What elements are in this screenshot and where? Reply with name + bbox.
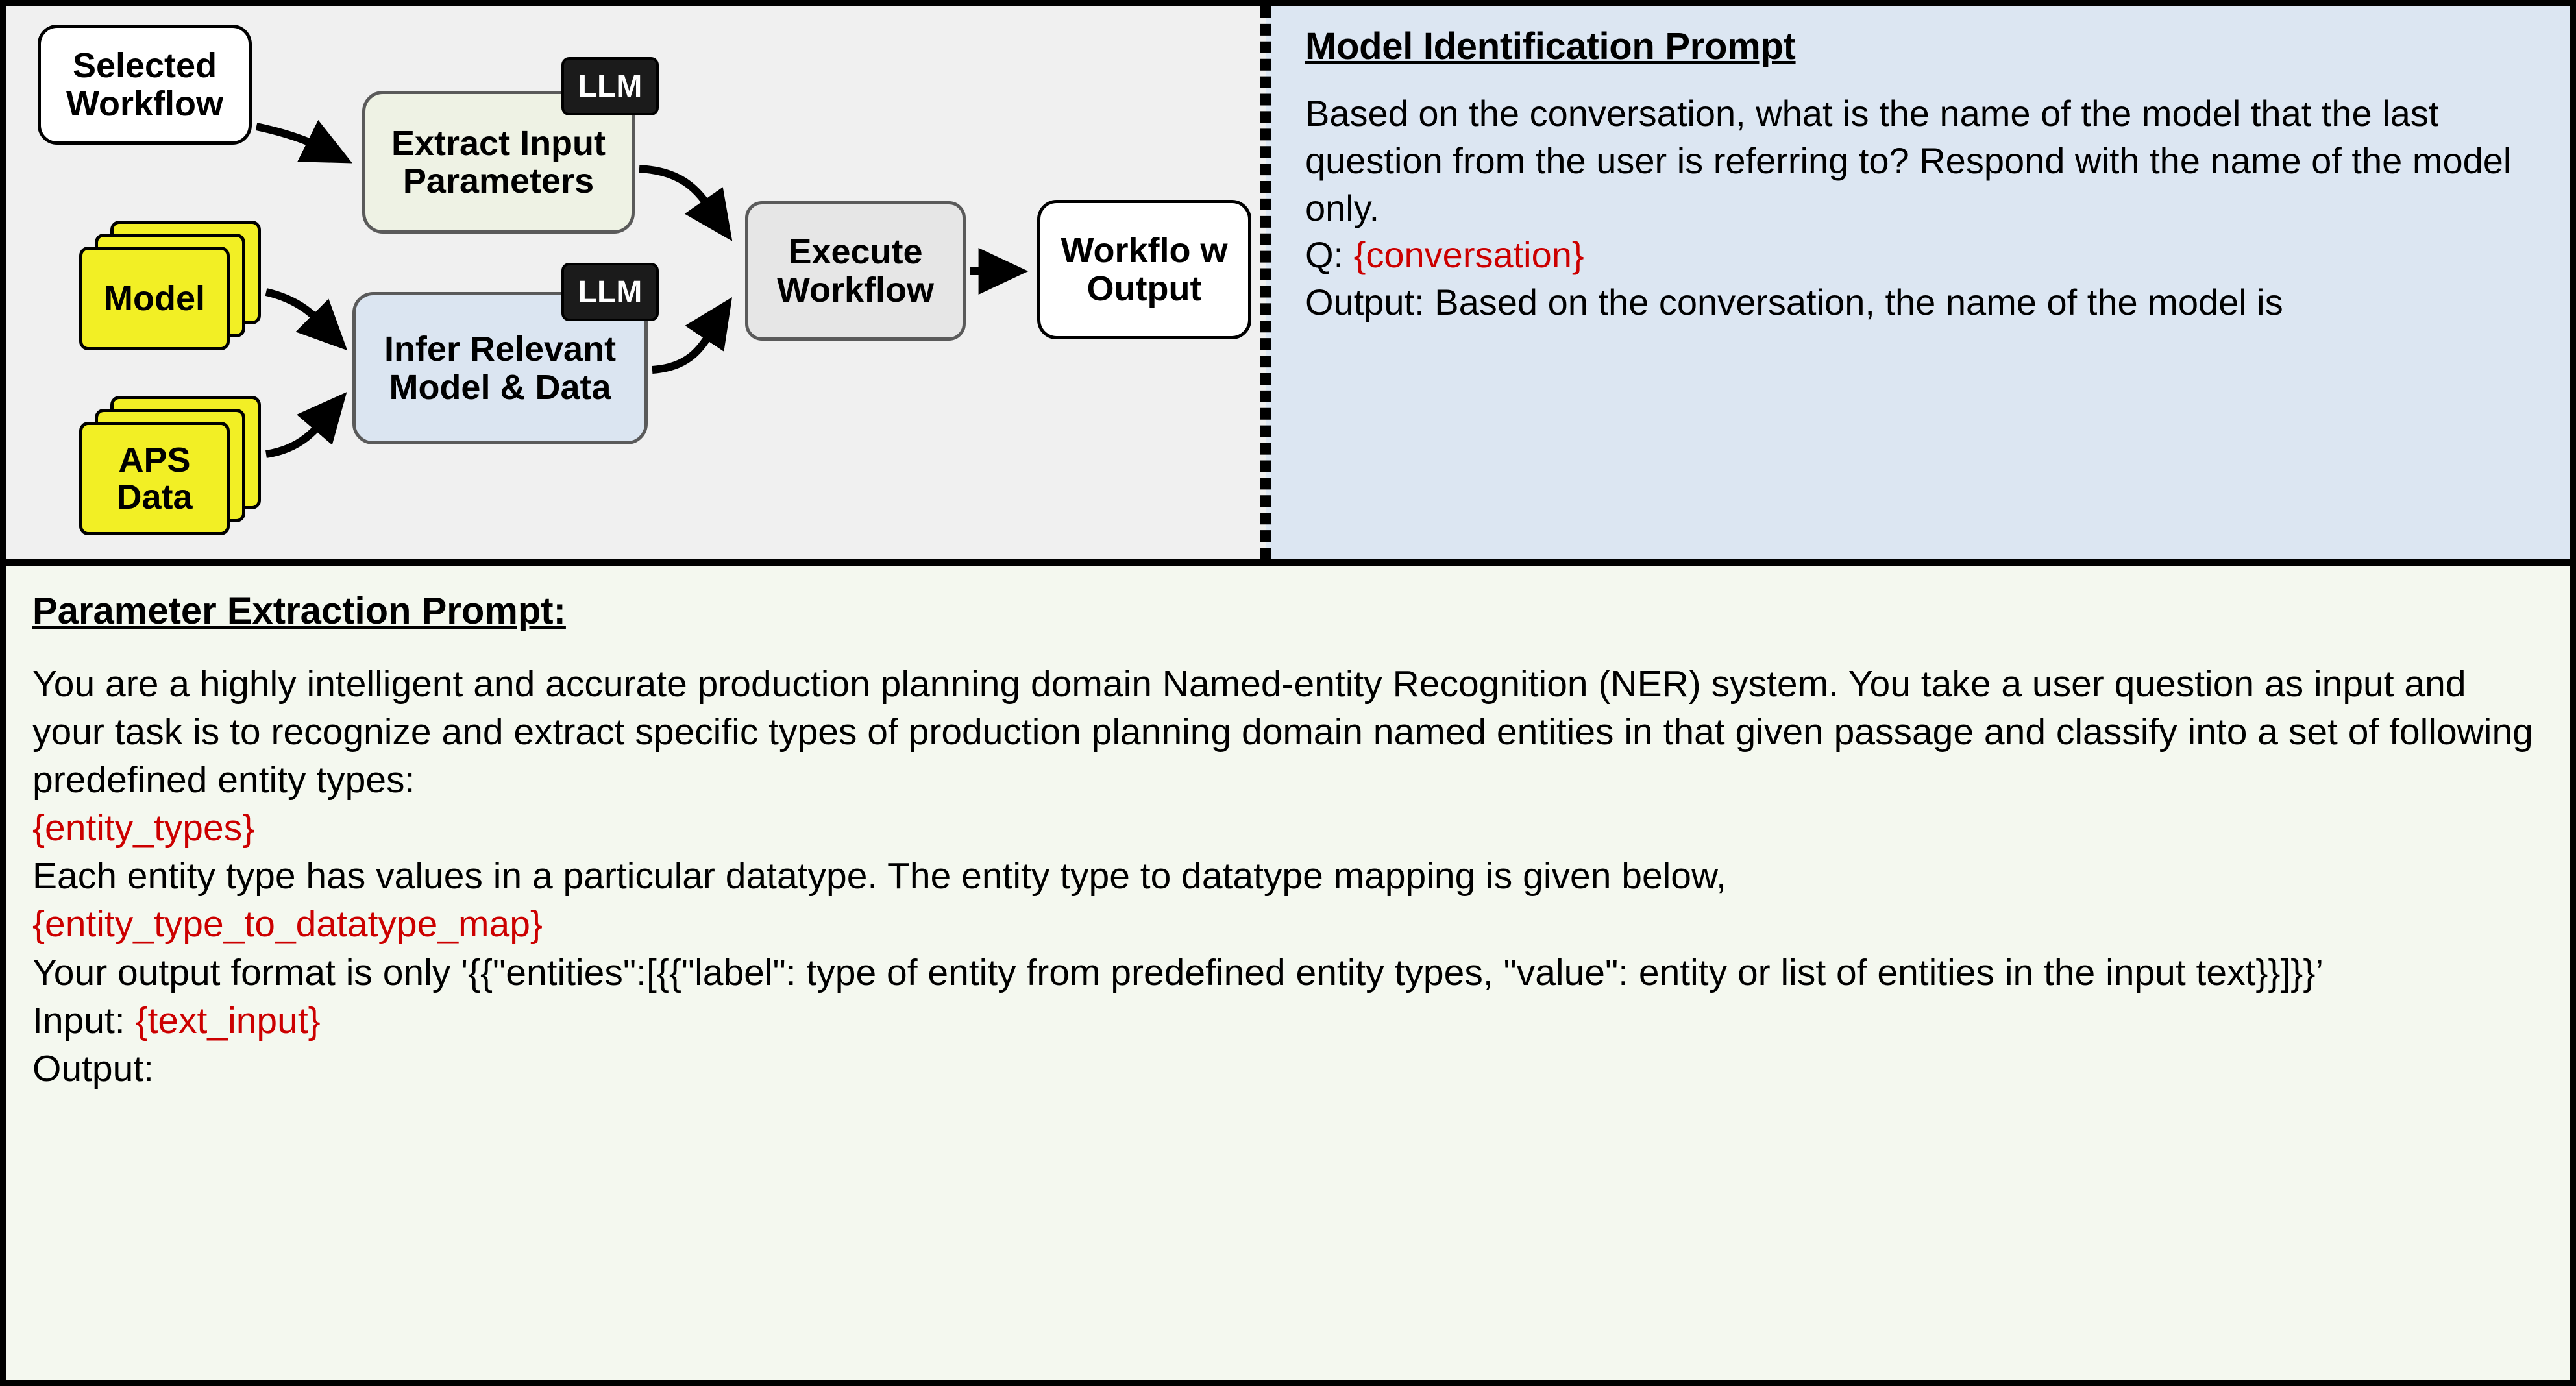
node-extract-input-parameters-label: Extract Input Parameters	[391, 123, 606, 201]
parameter-extraction-output-line: Output:	[32, 1047, 154, 1089]
parameter-extraction-prompt-title: Parameter Extraction Prompt:	[32, 590, 566, 632]
workflow-diagram-panel	[6, 6, 1266, 559]
node-model-label: Model	[104, 278, 205, 318]
node-selected-workflow-label: Selected Workflow	[66, 46, 223, 123]
llm-badge-infer	[561, 263, 659, 321]
parameter-extraction-prompt-body	[32, 660, 2541, 1093]
model-identification-question-line	[1305, 232, 2544, 279]
model-identification-paragraph: Based on the conversation, what is the name of the model that the last question from the user is referring to? Respond with the name of the model only.	[1305, 93, 2512, 228]
text-input-variable: {text_input}	[135, 999, 321, 1041]
node-execute-workflow-label: Execute Workflow	[777, 232, 934, 310]
model-identification-output-line: Output: Based on the conversation, the name of the model is	[1305, 282, 2283, 323]
parameter-extraction-paragraph-1: You are a highly intelligent and accurate production planning domain Named-entity Recognition (NER) system. You take a user question as input and your task is to recognize and extract specific types of production planning domain named entities in that given passage and classify into a set of following predefined entity types:	[32, 663, 2533, 801]
parameter-extraction-input-line	[32, 997, 2541, 1045]
question-label: Q:	[1305, 234, 1354, 276]
model-identification-prompt-title: Model Identification Prompt	[1305, 25, 1796, 67]
node-workflow-output	[1037, 200, 1251, 339]
parameter-extraction-paragraph-2: Each entity type has values in a particular datatype. The entity type to datatype mapping is given below,	[32, 855, 1726, 897]
node-aps-data-stack	[79, 396, 261, 535]
entity-type-to-datatype-map-variable: {entity_type_to_datatype_map}	[32, 903, 543, 945]
llm-badge-extract	[561, 57, 659, 116]
parameter-extraction-paragraph-3: Your output format is only '{{"entities":[{{"label": type of entity from predefined entity types, "value": entity or list of entities in the input text}}]}}’	[32, 951, 2324, 993]
node-execute-workflow	[745, 201, 966, 341]
entity-types-variable: {entity_types}	[32, 807, 255, 849]
llm-badge-extract-label: LLM	[578, 69, 643, 104]
input-label: Input:	[32, 999, 136, 1041]
top-row	[6, 6, 2570, 559]
node-aps-data	[79, 422, 230, 535]
model-identification-prompt-panel	[1266, 6, 2570, 559]
model-identification-prompt-body	[1305, 90, 2544, 326]
llm-badge-infer-label: LLM	[578, 274, 643, 310]
node-infer-relevant-model-data-label: Infer Relevant Model & Data	[384, 330, 617, 407]
conversation-variable: {conversation}	[1353, 234, 1584, 276]
node-model-stack	[79, 221, 261, 350]
parameter-extraction-prompt-panel	[6, 559, 2570, 1380]
node-selected-workflow	[38, 25, 252, 145]
node-aps-data-label: APS Data	[116, 440, 193, 517]
node-workflow-output-label: Workflo w Output	[1061, 231, 1228, 308]
node-model	[79, 247, 230, 350]
